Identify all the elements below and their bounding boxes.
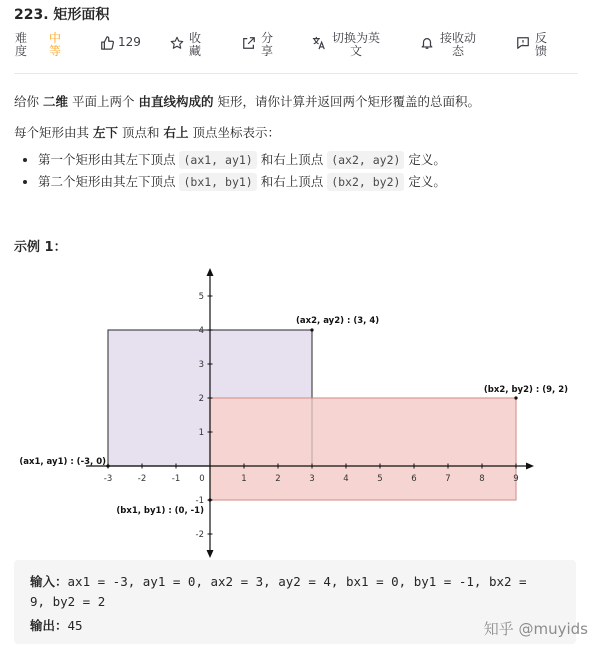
text: 定义。 <box>404 152 446 167</box>
translate-icon <box>312 36 326 50</box>
y-tick-label: -2 <box>195 530 204 540</box>
text: 给你 <box>14 94 43 109</box>
label-b-top-right: (bx2, by2) : (9, 2) <box>483 385 568 395</box>
text: 和右上顶点 <box>256 174 328 189</box>
text: 第二个矩形由其左下顶点 <box>38 174 180 189</box>
difficulty-label: 难度 <box>14 31 27 58</box>
x-tick-label: -1 <box>171 474 181 484</box>
x-tick-label: 0 <box>199 474 205 484</box>
text: 平面上两个 <box>68 94 139 109</box>
favorite-button[interactable] <box>170 32 202 58</box>
corner-point <box>208 498 211 501</box>
list-item <box>38 172 446 190</box>
rectangle-definition-list <box>22 150 446 194</box>
inline-code: (bx1, by1) <box>179 173 256 191</box>
y-tick-label: 1 <box>198 428 204 438</box>
label-b-bottom-left: (bx1, by1) : (0, -1) <box>116 506 204 516</box>
bell-icon <box>420 36 434 50</box>
output-line <box>30 616 83 634</box>
input-text-continued: 9, by2 = 2 <box>30 594 106 609</box>
input-line-1 <box>30 572 527 590</box>
subscribe-label: 接收动态 <box>439 31 476 58</box>
x-tick-label: 7 <box>445 474 451 484</box>
feedback-icon <box>516 36 530 50</box>
y-tick-label: 3 <box>198 360 204 370</box>
subscribe-button[interactable] <box>420 32 478 58</box>
share-icon <box>242 36 256 50</box>
difficulty-value-text: 中等 <box>48 31 61 58</box>
label-a-bottom-left: (ax1, ay1) : (-3, 0) <box>19 457 106 467</box>
input-text: ax1 = -3, ay1 = 0, ax2 = 3, ay2 = 4, bx1 = 0, by1 = -1, bx2 = <box>67 574 527 589</box>
output-value: 45 <box>67 618 83 633</box>
input-line-2 <box>30 594 105 609</box>
problem-toolbar <box>14 32 578 68</box>
x-tick-label: -2 <box>137 474 147 484</box>
x-tick-label: 9 <box>513 474 519 484</box>
rectangle-b <box>210 398 519 500</box>
text: 顶点坐标表示： <box>188 125 280 140</box>
y-tick-label: -1 <box>195 496 204 506</box>
difficulty-value <box>48 32 62 58</box>
x-tick-label: 1 <box>241 474 247 484</box>
watermark: 知乎 @muyids <box>483 620 588 638</box>
x-tick-label: 8 <box>479 474 485 484</box>
y-tick-label: 2 <box>198 394 204 404</box>
text: 每个矩形由其 <box>14 125 93 140</box>
star-icon <box>170 36 184 50</box>
list-item <box>38 150 446 168</box>
x-tick-label: -3 <box>103 474 113 484</box>
x-tick-label: 4 <box>343 474 349 484</box>
text: 和右上顶点 <box>256 152 328 167</box>
inline-code: (ax2, ay2) <box>327 151 404 169</box>
divider <box>14 73 578 74</box>
description-paragraph-1 <box>14 92 480 110</box>
label-a-top-right: (ax2, ay2) : (3, 4) <box>296 316 380 326</box>
like-button[interactable] <box>100 36 141 50</box>
text: 顶点和 <box>118 125 164 140</box>
output-label: 输出： <box>30 618 68 633</box>
share-button[interactable] <box>242 32 274 58</box>
corner-point <box>310 328 313 331</box>
x-tick-label: 2 <box>275 474 281 484</box>
inline-code: (ax1, ay1) <box>179 151 256 169</box>
example-title: 示例 1： <box>14 240 67 255</box>
like-count: 129 <box>118 35 141 49</box>
x-tick-label: 5 <box>377 474 383 484</box>
text: 矩形，请你计算并返回两个矩形覆盖的总面积。 <box>213 94 480 109</box>
description-paragraph-2 <box>14 123 280 141</box>
bold-text: 二维 <box>42 94 68 109</box>
rectangle-area-diagram <box>0 262 600 558</box>
inline-code: (bx2, by2) <box>327 173 404 191</box>
share-label: 分享 <box>260 31 273 58</box>
x-tick-label: 3 <box>309 474 315 484</box>
text: 第一个矩形由其左下顶点 <box>38 152 180 167</box>
language-label: 切换为英文 <box>331 31 380 58</box>
bold-text: 由直线构成的 <box>138 94 214 109</box>
thumbs-up-icon <box>100 36 114 50</box>
corner-point <box>514 396 517 399</box>
favorite-label: 收藏 <box>188 31 201 58</box>
y-axis-arrow-up <box>207 268 214 276</box>
feedback-label: 反馈 <box>534 31 547 58</box>
text: 定义。 <box>404 174 446 189</box>
bold-text: 右上 <box>163 125 189 140</box>
difficulty-indicator <box>14 32 28 58</box>
y-tick-label: 4 <box>198 326 204 336</box>
feedback-button[interactable] <box>516 32 548 58</box>
input-label: 输入： <box>30 574 68 589</box>
bold-text: 左下 <box>92 125 118 140</box>
language-toggle[interactable] <box>312 32 382 58</box>
corner-point <box>106 464 109 467</box>
problem-title: 223. 矩形面积 <box>14 7 110 23</box>
y-tick-label: 5 <box>198 292 204 302</box>
x-axis-arrow <box>526 463 534 470</box>
y-axis-arrow-down <box>207 550 214 558</box>
x-tick-label: 6 <box>411 474 417 484</box>
